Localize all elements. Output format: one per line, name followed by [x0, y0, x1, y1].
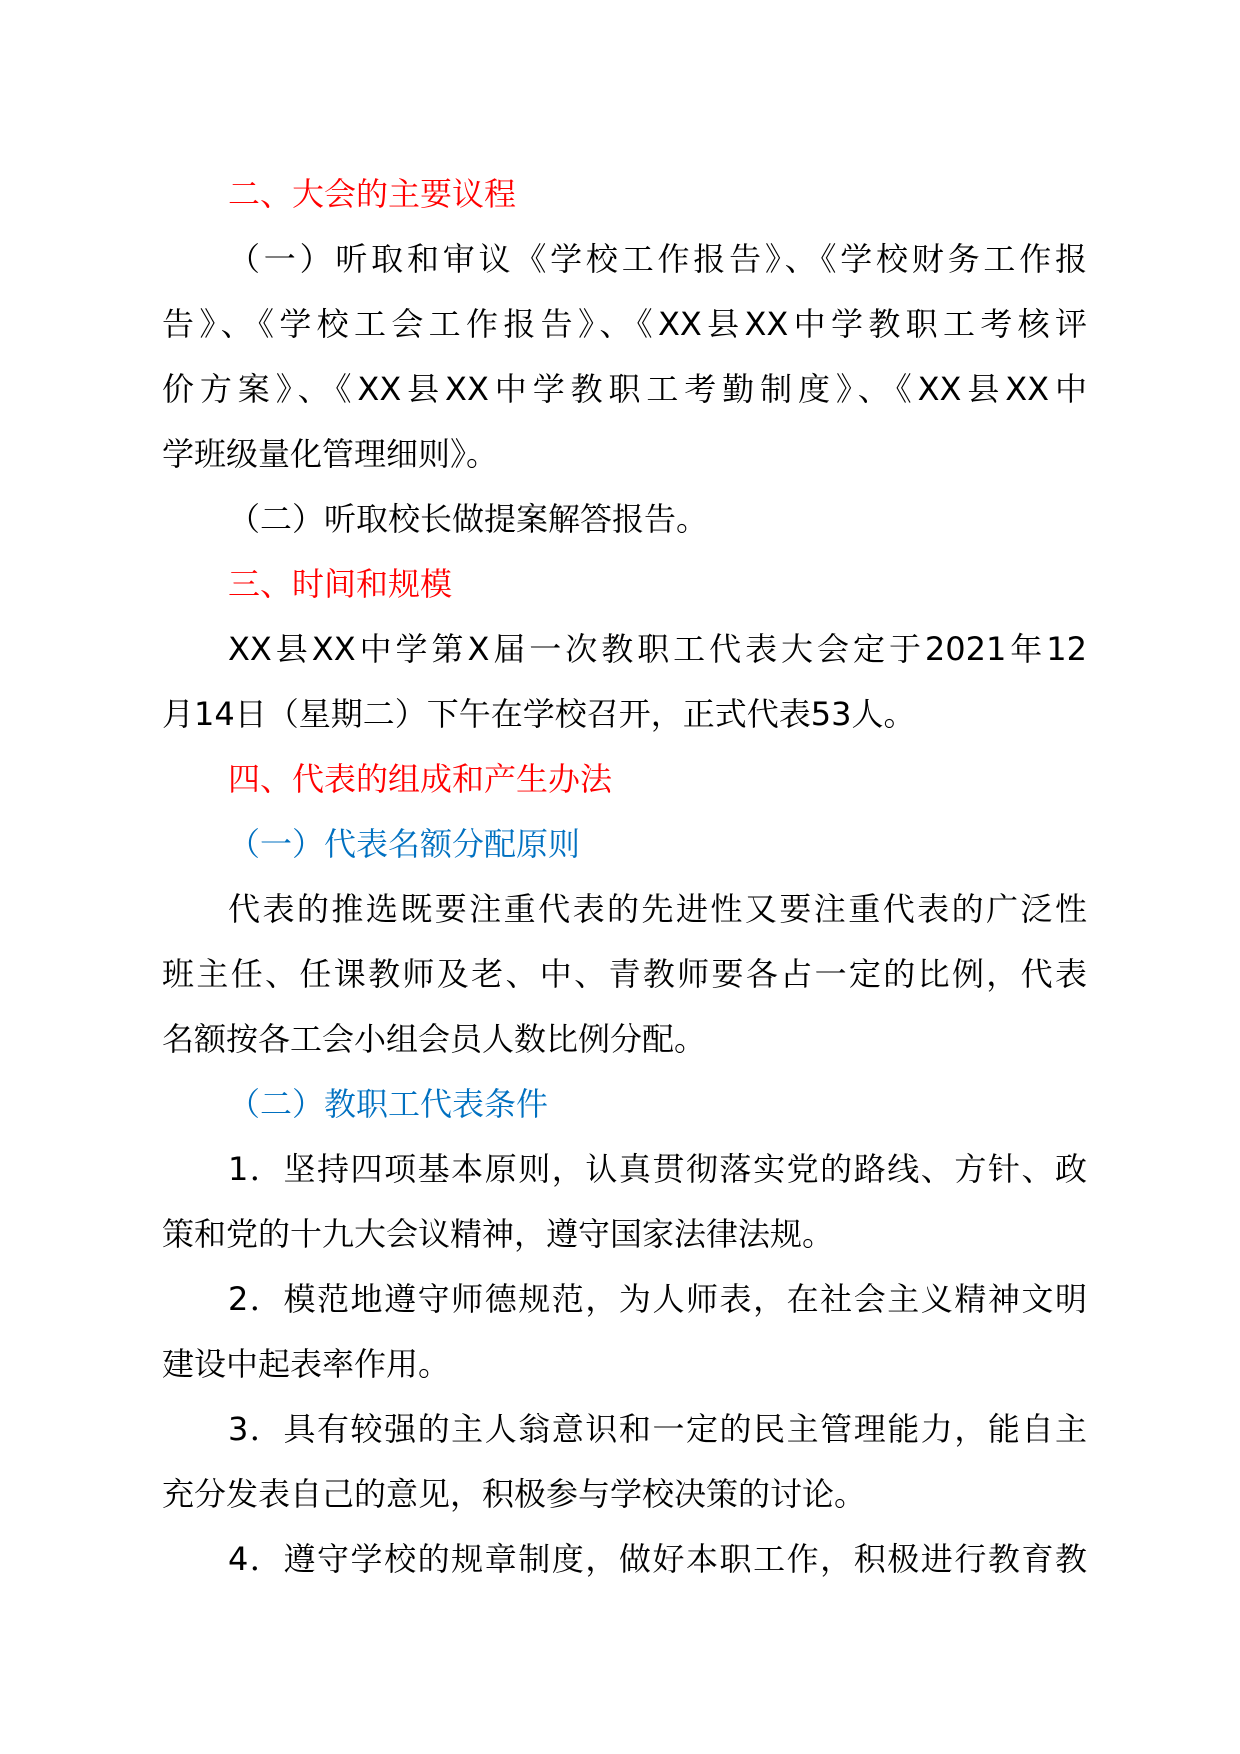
section-heading-delegates: 四、代表的组成和产生办法 [228, 760, 613, 798]
agenda-item-1-line-3: 价方案》、《XX县XX中学教职工考勤制度》、《XX县XX中 [162, 370, 1087, 408]
agenda-item-2-line-1: （二）听取校长做提案解答报告。 [228, 500, 709, 538]
document-body [162, 162, 1087, 1592]
condition-1-line-2: 策和党的十九大会议精神，遵守国家法律法规。 [162, 1215, 835, 1253]
allocation-line-3: 名额按各工会小组会员人数比例分配。 [162, 1020, 707, 1058]
condition-3-line-2: 充分发表自己的意见，积极参与学校决策的讨论。 [162, 1475, 867, 1513]
subheading-allocation: （一）代表名额分配原则 [228, 825, 581, 863]
agenda-item-1-line-2: 告》、《学校工会工作报告》、《XX县XX中学教职工考核评 [162, 305, 1087, 343]
allocation-line-1: 代表的推选既要注重代表的先进性又要注重代表的广泛性 [228, 890, 1087, 928]
subheading-conditions: （二）教职工代表条件 [228, 1085, 549, 1123]
schedule-line-2: 月14日（星期二）下午在学校召开，正式代表53人。 [162, 695, 916, 733]
section-heading-agenda: 二、大会的主要议程 [228, 175, 517, 213]
condition-1-line-1: 1．坚持四项基本原则，认真贯彻落实党的路线、方针、政 [228, 1150, 1087, 1188]
condition-2-line-1: 2．模范地遵守师德规范，为人师表，在社会主义精神文明 [228, 1280, 1087, 1318]
allocation-line-2: 班主任、任课教师及老、中、青教师要各占一定的比例，代表 [162, 955, 1087, 993]
agenda-item-1-line-4: 学班级量化管理细则》。 [162, 435, 499, 473]
condition-4-line-1: 4．遵守学校的规章制度，做好本职工作，积极进行教育教 [228, 1540, 1087, 1578]
agenda-item-1-line-1: （一）听取和审议《学校工作报告》、《学校财务工作报 [228, 240, 1087, 278]
section-heading-schedule: 三、时间和规模 [228, 565, 453, 603]
condition-3-line-1: 3．具有较强的主人翁意识和一定的民主管理能力，能自主 [228, 1410, 1087, 1448]
schedule-line-1: XX县XX中学第X届一次教职工代表大会定于2021年12 [228, 630, 1087, 668]
condition-2-line-2: 建设中起表率作用。 [162, 1345, 451, 1383]
